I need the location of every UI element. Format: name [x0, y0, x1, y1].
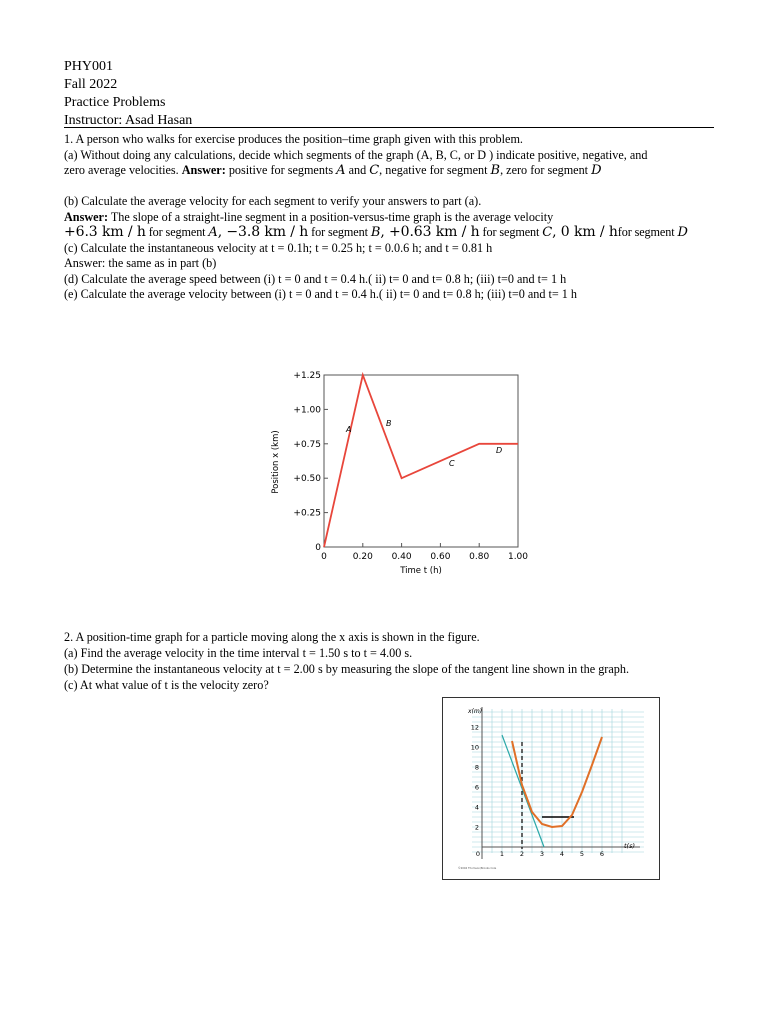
segment-label-c: C — [449, 459, 455, 468]
figure1-position-time-graph — [262, 362, 532, 582]
y-tick-label: 10 — [470, 743, 479, 752]
problem2-part-b: (b) Determine the instantaneous velocity at t = 2.00 s by measuring the slope of the tangent line shown in the graph. — [64, 662, 629, 676]
problem2-intro: 2. A position-time graph for a particle moving along the x axis is shown in the figure. — [64, 630, 480, 644]
y-tick-label: 2 — [474, 823, 479, 832]
x-tick-label: 0 — [321, 552, 327, 562]
figure2-x-axis-label: t(s) — [624, 842, 636, 850]
segment-symbol: C — [369, 163, 380, 178]
figure1-y-ticks — [293, 371, 328, 553]
text-span: zero average velocities. — [64, 163, 182, 177]
segment-symbol: B — [490, 163, 501, 178]
answer-label: Answer: — [181, 163, 226, 177]
segment-symbol: A — [208, 225, 218, 240]
problem1-part-c-answer: Answer: the same as in part (b) — [64, 256, 217, 270]
segment-symbol: B — [370, 225, 381, 240]
x-tick-label: 0.40 — [391, 552, 412, 562]
figure2-y-axis-label: x(m) — [468, 708, 483, 715]
y-tick-label: +0.75 — [293, 439, 321, 450]
x-tick-label: 1.00 — [507, 552, 529, 562]
problem1-intro: 1. A person who walks for exercise produces the position–time graph given with this problem. — [64, 132, 523, 146]
problem1-part-e: (e) Calculate the average velocity between (i) t = 0 and t = 0.4 h.( ii) t= 0 and t= 0.8 h; (iii) t=0 and t= 1 h — [64, 287, 578, 301]
segment-label-a: A — [346, 425, 352, 434]
text-span: , negative for segment — [379, 163, 491, 177]
x-tick-label: 5 — [579, 850, 585, 858]
problem1-part-a-line2 — [64, 162, 602, 179]
y-tick-label: 6 — [474, 783, 479, 792]
figure2-footnote: ©2004 Thomson/Brooks Cole — [458, 867, 497, 870]
text-span: and — [345, 163, 370, 177]
segment-label-b: B — [386, 419, 392, 428]
problem1-part-c: (c) Calculate the instantaneous velocity at t = 0.1h; t = 0.25 h; t = 0.0.6 h; and t = 0.81 h — [64, 241, 493, 255]
y-tick-label: 0 — [315, 543, 321, 553]
y-tick-label: 4 — [474, 803, 479, 812]
text-span: , zero for segment — [500, 163, 592, 177]
y-tick-label: 12 — [470, 723, 479, 732]
segment-symbol: C — [542, 225, 553, 240]
y-tick-label: 8 — [474, 763, 479, 772]
y-tick-label: +0.50 — [293, 474, 321, 485]
x-tick-label: 3 — [539, 850, 545, 858]
y-tick-label: +1.25 — [293, 371, 321, 381]
x-tick-label: 6 — [599, 850, 605, 858]
text-span: for segment — [145, 225, 209, 239]
x-tick-label: 0 — [475, 850, 481, 858]
course-code: PHY001 — [64, 59, 114, 74]
y-tick-label: +1.00 — [293, 405, 321, 416]
text-span: for segment — [308, 225, 371, 239]
instructor: Instructor: Asad Hasan — [64, 113, 193, 128]
problem1-part-b: (b) Calculate the average velocity for each segment to verify your answers to part (a). — [64, 194, 482, 208]
velocity-value: , −3.8 km / h — [217, 224, 309, 240]
text-span: for segment — [617, 225, 678, 239]
segment-symbol: A — [336, 163, 346, 178]
problem1-part-a-line1: (a) Without doing any calculations, decide which segments of the graph (A, B, C, or D ) indicate positive, negative, and — [64, 148, 648, 162]
x-tick-label: 1 — [499, 850, 505, 858]
problem1-part-b-values — [64, 224, 688, 241]
text-span: positive for segments — [225, 163, 337, 177]
text-span: for segment — [479, 225, 543, 239]
figure1-y-axis-label: Position x (km) — [271, 430, 281, 494]
segment-symbol: D — [591, 163, 602, 178]
segment-label-d: D — [496, 446, 503, 455]
figure1-x-axis-label: Time t (h) — [400, 566, 442, 576]
velocity-value: , 0 km / h — [552, 224, 618, 240]
x-tick-label: 0.60 — [430, 552, 451, 562]
problem1-part-b-answer — [64, 209, 553, 225]
x-tick-label: 4 — [559, 850, 565, 858]
problem2-part-c: (c) At what value of t is the velocity zero? — [64, 678, 269, 692]
document-title: Practice Problems — [64, 95, 166, 110]
velocity-value: , +0.63 km / h — [380, 224, 480, 240]
y-tick-label: +0.25 — [293, 508, 321, 519]
x-tick-label: 2 — [519, 850, 525, 858]
answer-label: Answer: — [64, 210, 109, 224]
term: Fall 2022 — [64, 77, 118, 92]
figure1-plot-frame — [324, 375, 518, 547]
header-rule — [64, 127, 714, 128]
x-tick-label: 0.20 — [352, 552, 373, 562]
figure2-position-time-graph — [442, 697, 660, 880]
problem1-part-d: (d) Calculate the average speed between (i) t = 0 and t = 0.4 h.( ii) t= 0 and t= 0.8 h; (iii) t=0 and t= 1 h — [64, 272, 567, 286]
velocity-value: +6.3 km / h — [64, 224, 146, 240]
segment-symbol: D — [677, 225, 688, 240]
text-span: The slope of a straight-line segment in a position-versus-time graph is the average velocity — [108, 210, 554, 224]
problem2-part-a: (a) Find the average velocity in the time interval t = 1.50 s to t = 4.00 s. — [64, 646, 413, 660]
x-tick-label: 0.80 — [469, 552, 490, 562]
